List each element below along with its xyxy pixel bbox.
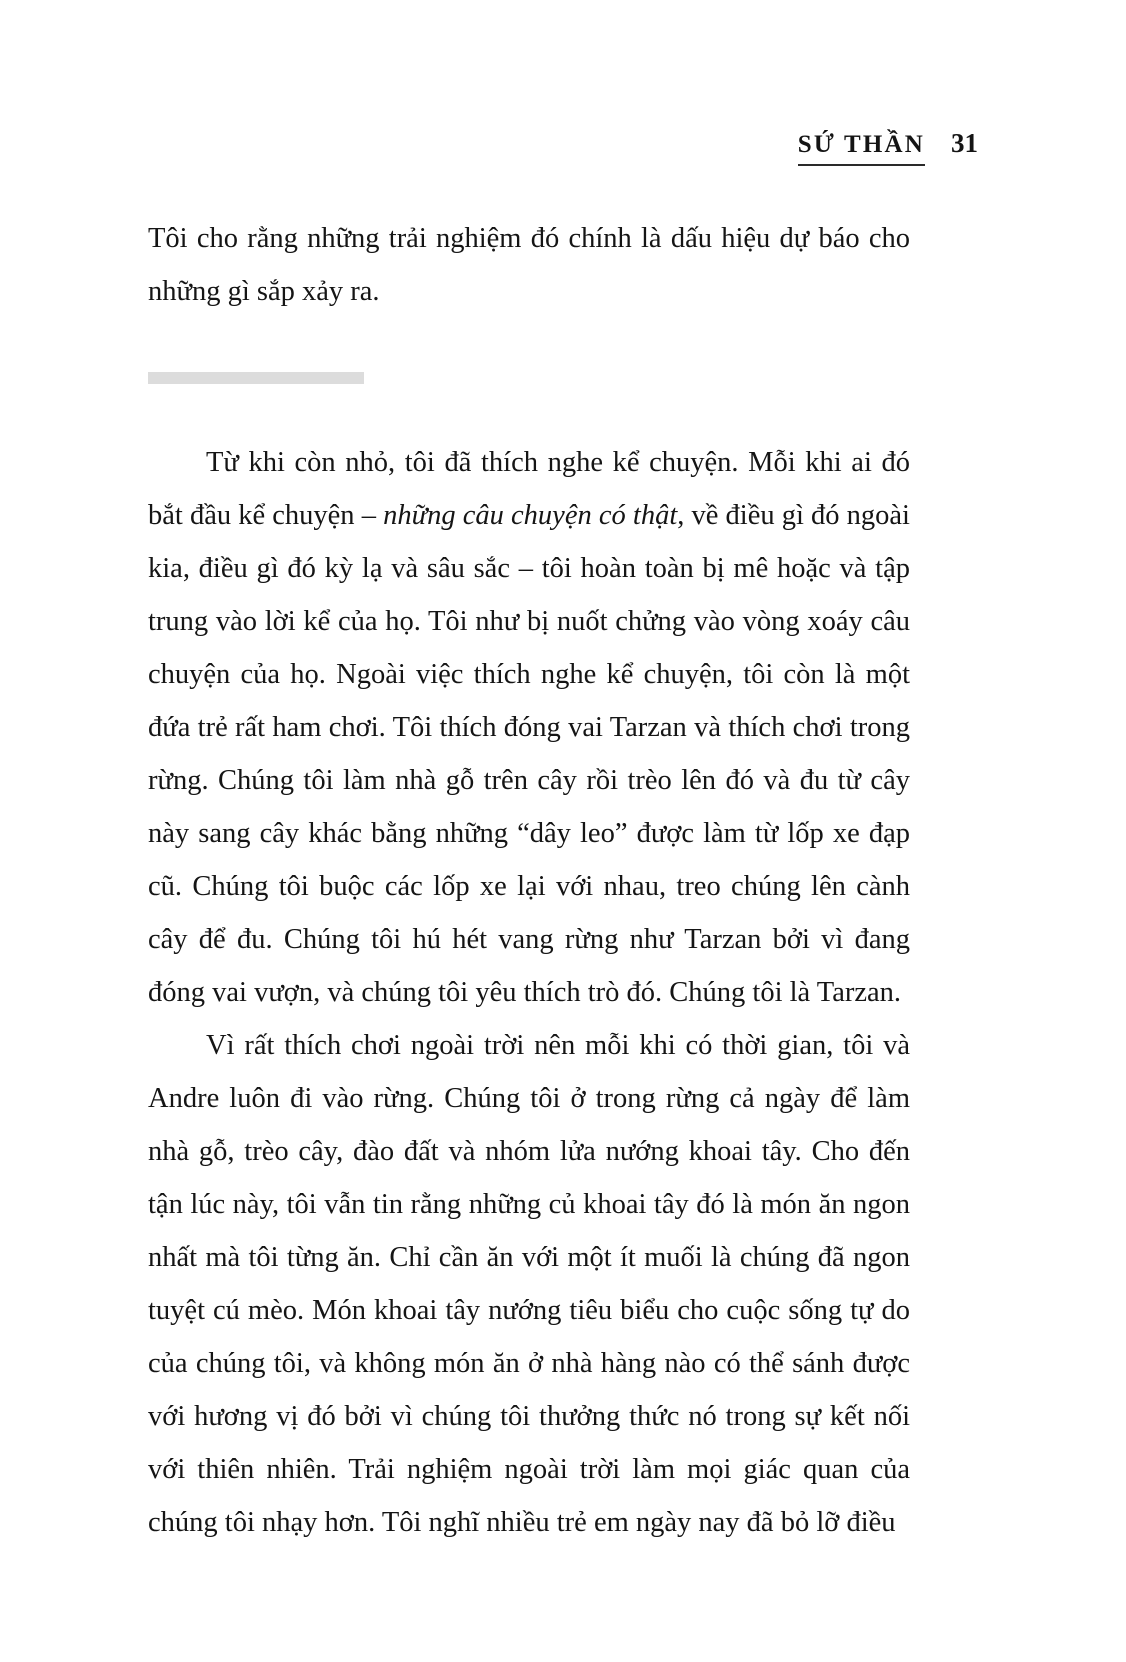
paragraph-1: Tôi cho rằng những trải nghiệm đó chính là dấu hiệu dự báo cho những gì sắp xảy ra. <box>148 223 910 307</box>
paragraph-2-text-after-italic: , về điều gì đó ngoài kia, điều gì đó kỳ lạ và sâu sắc – tôi hoàn toàn bị mê hoặc và tập trung vào lời kể của họ. Tôi như bị nuốt chửng vào vòng xoáy câu chuyện của họ. Ngoài việc thích nghe kể chuyện, tôi còn là một đứa trẻ rất ham chơi. Tôi thích đóng vai Tarzan và thích chơi trong rừng. Chúng tôi làm nhà gỗ trên cây rồi trèo lên đó và đu từ cây này sang cây khác bằng những “dây leo” được làm từ lốp xe đạp cũ. Chúng tôi buộc các lốp xe lại với nhau, treo chúng lên cành cây để đu. Chúng tôi hú hét vang rừng như Tarzan bởi vì đang đóng vai vượn, và chúng tôi yêu thích trò đó. Chúng tôi là Tarzan. <box>148 500 910 1008</box>
paragraph-2-italic-phrase: những câu chuyện có thật <box>383 500 678 531</box>
paragraph-2 <box>148 436 910 1019</box>
section-break-rule <box>148 372 364 384</box>
paragraph-2-text-before-italic: Từ khi còn nhỏ, tôi đã thích nghe kể chuyện. Mỗi khi ai đó bắt đầu kể chuyện – <box>148 447 910 531</box>
paragraph-3: Vì rất thích chơi ngoài trời nên mỗi khi có thời gian, tôi và Andre luôn đi vào rừng. Chúng tôi ở trong rừng cả ngày để làm nhà gỗ, trèo cây, đào đất và nhóm lửa nướng khoai tây. Cho đến tận lúc này, tôi vẫn tin rằng những củ khoai tây đó là món ăn ngon nhất mà tôi từng ăn. Chỉ cần ăn với một ít muối là chúng đã ngon tuyệt cú mèo. Món khoai tây nướng tiêu biểu cho cuộc sống tự do của chúng tôi, và không món ăn ở nhà hàng nào có thể sánh được với hương vị đó bởi vì chúng tôi thưởng thức nó trong sự kết nối với thiên nhiên. Trải nghiệm ngoài trời làm mọi giác quan của chúng tôi nhạy hơn. Tôi nghĩ nhiều trẻ em ngày nay đã bỏ lỡ điều <box>148 1030 910 1538</box>
running-title: SỨ THẦN <box>798 131 925 166</box>
page-number: 31 <box>951 128 978 158</box>
page-body <box>148 212 910 1549</box>
page-header <box>798 128 978 166</box>
